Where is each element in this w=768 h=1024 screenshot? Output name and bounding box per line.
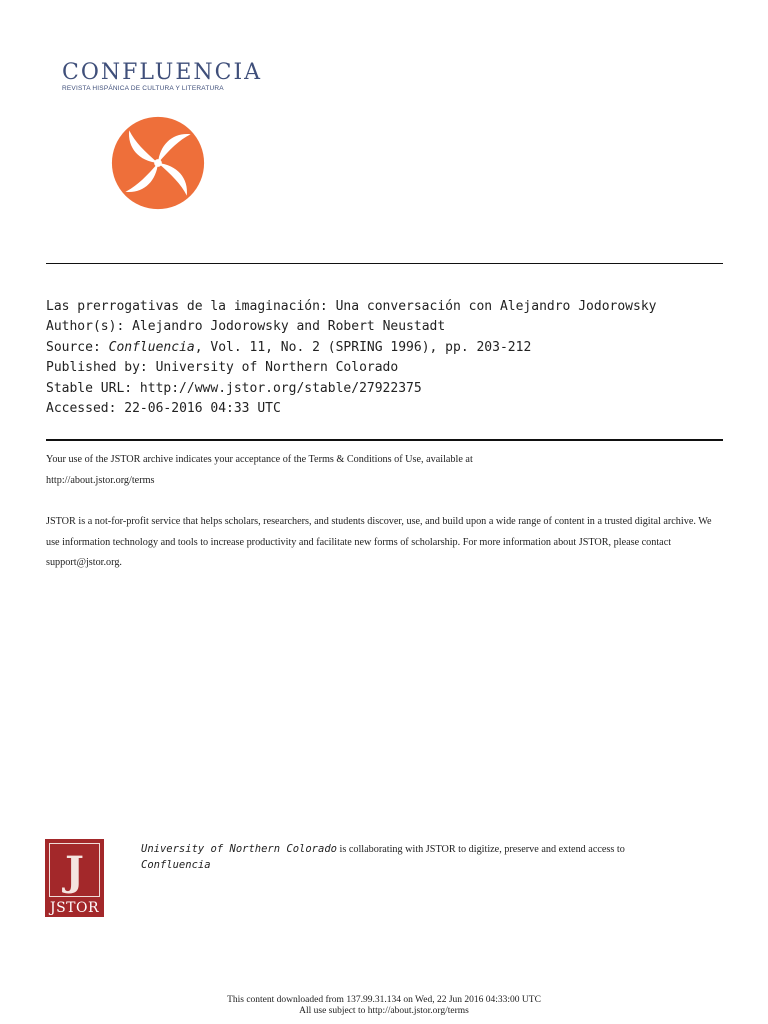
accessed-line: Accessed: 22-06-2016 04:33 UTC [46,401,281,417]
accessed-value: 22-06-2016 04:33 UTC [124,401,281,417]
article-title: Las prerrogativas de la imaginación: Una conversación con Alejandro Jodorowsky [46,299,657,314]
collab-journal: Confluencia [141,859,211,871]
source-line: Source: Confluencia, Vol. 11, No. 2 (SPRING 1996), pp. 203-212 [46,339,532,355]
journal-subtitle: REVISTA HISPÁNICA DE CULTURA Y LITERATURA [62,85,224,92]
top-divider [46,263,723,264]
jstor-logo: J JSTOR [45,839,104,917]
footer-download-line: This content downloaded from 137.99.31.134 on Wed, 22 Jun 2016 04:33:00 UTC [227,995,541,1005]
collab-publisher: University of Northern Colorado [141,843,337,855]
collab-text: is collaborating with JSTOR to digitize, preserve and extend access to [336,844,625,855]
authors-line: Author(s): Alejandro Jodorowsky and Robert Neustadt [46,319,446,335]
stable-url-line: Stable URL: http://www.jstor.org/stable/27922375 [46,380,422,396]
article-metadata [46,297,726,419]
download-footer [0,995,768,1017]
terms-link[interactable]: http://about.jstor.org/terms [46,474,155,486]
middle-divider [46,439,723,441]
authors-value: Alejandro Jodorowsky and Robert Neustadt [132,319,446,335]
confluencia-swirl-logo [110,115,206,211]
jstor-description: JSTOR is a not-for-profit service that helps scholars, researchers, and students discover, use, and build upon a wide range of content in a trusted digital archive. We use information technology and tools to increase productivity and facilitate new forms of scholarship. For more information about JSTOR, please contact support@jstor.org. [46,516,712,568]
jstor-logo-word: JSTOR [49,900,100,916]
stable-url-link[interactable]: http://www.jstor.org/stable/27922375 [139,380,422,396]
source-details: , Vol. 11, No. 2 (SPRING 1996), pp. 203-212 [194,339,532,355]
publisher-value: University of Northern Colorado [155,360,399,376]
journal-name: CONFLUENCIA [62,60,263,85]
terms-notice [46,450,726,574]
terms-line: Your use of the JSTOR archive indicates your acceptance of the Terms & Conditions of Use, available at [46,454,473,465]
publisher-line: Published by: University of Northern Colorado [46,360,399,376]
footer-terms-line: All use subject to http://about.jstor.org/terms [299,1006,469,1016]
collaboration-note [141,841,741,872]
source-journal: Confluencia [108,339,195,355]
journal-masthead [62,60,262,93]
